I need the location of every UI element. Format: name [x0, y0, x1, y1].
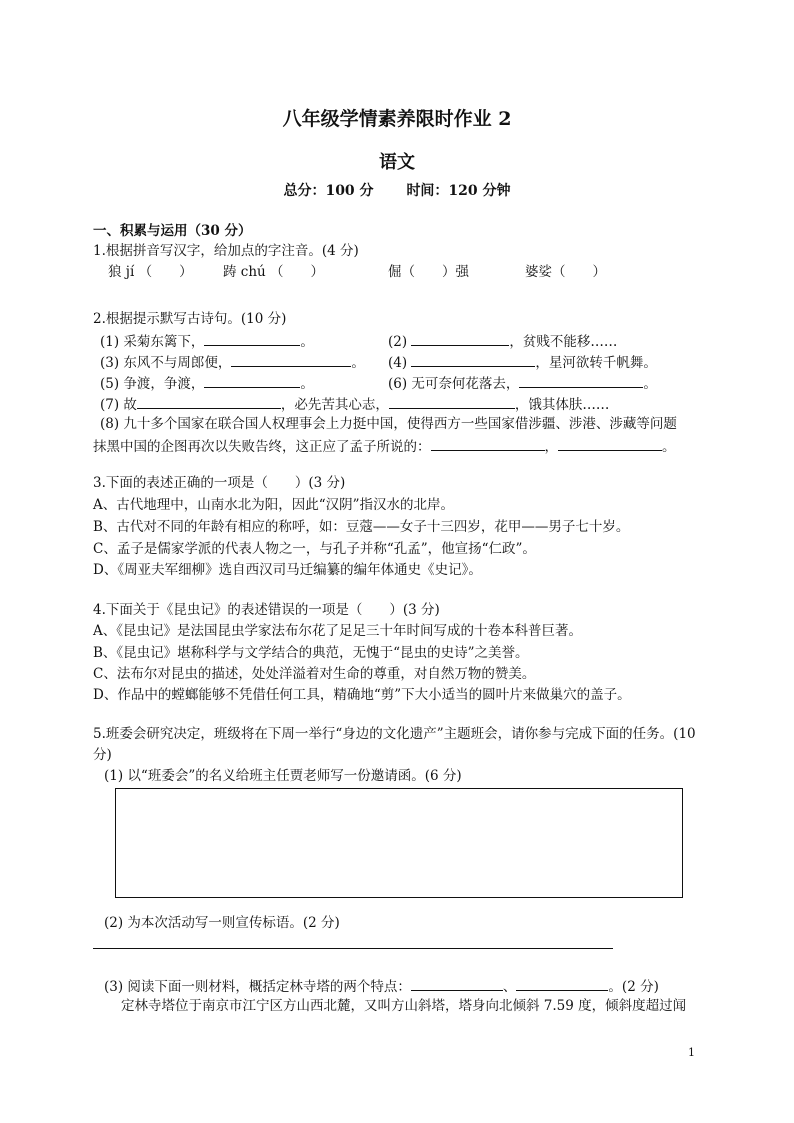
q2-item-2-prefix: (2) — [388, 334, 412, 350]
q2-item-1-prompt: (1) 采菊东篱下， — [100, 334, 205, 350]
answer-blank[interactable] — [204, 373, 300, 388]
q5-stem-line1: 5.班委会研究决定，班级将在下周一举行“身边的文化遗产”主题班会，请你参与完成下面的任务。(10 — [93, 726, 696, 742]
total-score: 总分：100 分 — [283, 183, 374, 199]
q2-item-8-end: 。 — [662, 439, 676, 455]
q5-sub1: (1) 以“班委会”的名义给班主任贾老师写一份邀请函。(6 分) — [104, 768, 462, 784]
q2-item-4 — [388, 352, 657, 372]
q1-stem: 1.根据拼音写汉字，给加点的字注音。(4 分) — [93, 243, 359, 259]
q5-sub3-separator: 、 — [502, 979, 517, 995]
q1-item-2: 踌 chú （ ） — [223, 264, 325, 280]
q2-item-7-end: ，饿其体肤…… — [514, 397, 610, 413]
q2-item-3 — [100, 352, 365, 372]
q4-stem: 4.下面关于《昆虫记》的表述错误的一项是（ ）(3 分) — [93, 602, 440, 618]
q3-option-b: B、古代对不同的年龄有相应的称呼，如：豆蔻——女子十三四岁，花甲——男子七十岁。 — [93, 519, 630, 535]
page-number: 1 — [688, 1046, 695, 1059]
q2-item-7 — [100, 394, 609, 414]
q2-item-5 — [100, 373, 314, 393]
q2-item-6 — [388, 373, 657, 393]
answer-blank[interactable] — [519, 373, 643, 388]
q2-item-5-end: 。 — [300, 376, 314, 392]
q2-item-6-prompt: (6) 无可奈何花落去， — [388, 376, 520, 392]
q5-sub3-prompt: (3) 阅读下面一则材料，概括定林寺塔的两个特点： — [104, 979, 411, 995]
q2-stem: 2.根据提示默写古诗句。(10 分) — [93, 311, 287, 327]
q2-item-8-comma: ， — [544, 439, 558, 455]
q2-item-3-end: 。 — [351, 355, 365, 371]
answer-blank[interactable] — [558, 436, 662, 451]
q3-stem: 3.下面的表述正确的一项是（ ）(3 分) — [93, 475, 346, 491]
q1-item-3: 倔（ ）强 — [388, 264, 469, 280]
score-time-line — [0, 180, 794, 200]
q5-material: 定林寺塔位于南京市江宁区方山西北麓，又叫方山斜塔，塔身向北倾斜 7.59 度，倾斜度超过闻 — [121, 998, 687, 1014]
q3-option-d: D、《周亚夫军细柳》选自西汉司马迁编纂的编年体通史《史记》。 — [93, 562, 482, 578]
q5-sub2: (2) 为本次活动写一则宣传标语。(2 分) — [104, 915, 340, 931]
q2-item-5-prompt: (5) 争渡，争渡， — [100, 376, 205, 392]
answer-blank[interactable] — [431, 436, 545, 451]
answer-blank[interactable] — [231, 352, 351, 367]
q2-item-2-prompt: ，贫贱不能移…… — [509, 334, 618, 350]
answer-blank[interactable] — [137, 394, 281, 409]
q5-sub3-end: 。(2 分) — [608, 979, 659, 995]
q2-item-8-line2 — [93, 436, 676, 456]
answer-blank[interactable] — [411, 352, 535, 367]
q1-item-4: 婆娑（ ） — [525, 264, 606, 280]
q3-option-a: A、古代地理中，山南水北为阳，因此“汉阴”指汉水的北岸。 — [93, 497, 455, 513]
slogan-answer-line[interactable] — [93, 948, 613, 949]
q2-item-4-prompt: ，星河欲转千帆舞。 — [535, 355, 657, 371]
q2-item-8-prompt: 抹黑中国的企图再次以失败告终，这正应了孟子所说的： — [93, 439, 431, 455]
exam-title: 八年级学情素养限时作业 2 — [282, 108, 512, 130]
invitation-answer-box[interactable] — [115, 788, 683, 898]
answer-blank[interactable] — [389, 394, 515, 409]
time-limit: 时间：120 分钟 — [406, 183, 511, 199]
q1-item-1: 狼 jí （ ） — [108, 264, 193, 280]
q2-item-1-end: 。 — [300, 334, 314, 350]
q2-item-7-middle: ，必先苦其心志， — [280, 397, 389, 413]
q2-item-4-prefix: (4) — [388, 355, 412, 371]
q2-item-7-prefix: (7) 故 — [100, 397, 137, 413]
section-heading: 一、积累与运用（30 分） — [93, 223, 252, 239]
answer-blank[interactable] — [516, 976, 608, 991]
answer-blank[interactable] — [411, 331, 509, 346]
q4-option-b: B、《昆虫记》堪称科学与文学结合的典范，无愧于“昆虫的史诗”之美誉。 — [93, 645, 529, 661]
q2-item-6-end: 。 — [643, 376, 657, 392]
q4-option-d: D、作品中的螳螂能够不凭借任何工具，精确地“剪”下大小适当的圆叶片来做巢穴的盖子。 — [93, 687, 631, 703]
q2-item-8-line1: (8) 九十多个国家在联合国人权理事会上力挺中国，使得西方一些国家借涉疆、涉港、涉藏等问题 — [100, 416, 677, 432]
q2-item-1 — [100, 331, 314, 351]
q4-option-c: C、法布尔对昆虫的描述，处处洋溢着对生命的尊重，对自然万物的赞美。 — [93, 666, 536, 682]
q4-option-a: A、《昆虫记》是法国昆虫学家法布尔花了足足三十年时间写成的十卷本科普巨著。 — [93, 623, 582, 639]
answer-blank[interactable] — [204, 331, 300, 346]
answer-blank[interactable] — [411, 976, 503, 991]
q5-sub3 — [104, 976, 659, 996]
q2-item-2 — [388, 331, 617, 351]
q5-stem-line2: 分) — [93, 747, 112, 763]
q3-option-c: C、孟子是儒家学派的代表人物之一，与孔子并称“孔孟”，他宣扬“仁政”。 — [93, 541, 536, 557]
q2-item-3-prompt: (3) 东风不与周郎便， — [100, 355, 232, 371]
subject-title: 语文 — [379, 152, 415, 173]
